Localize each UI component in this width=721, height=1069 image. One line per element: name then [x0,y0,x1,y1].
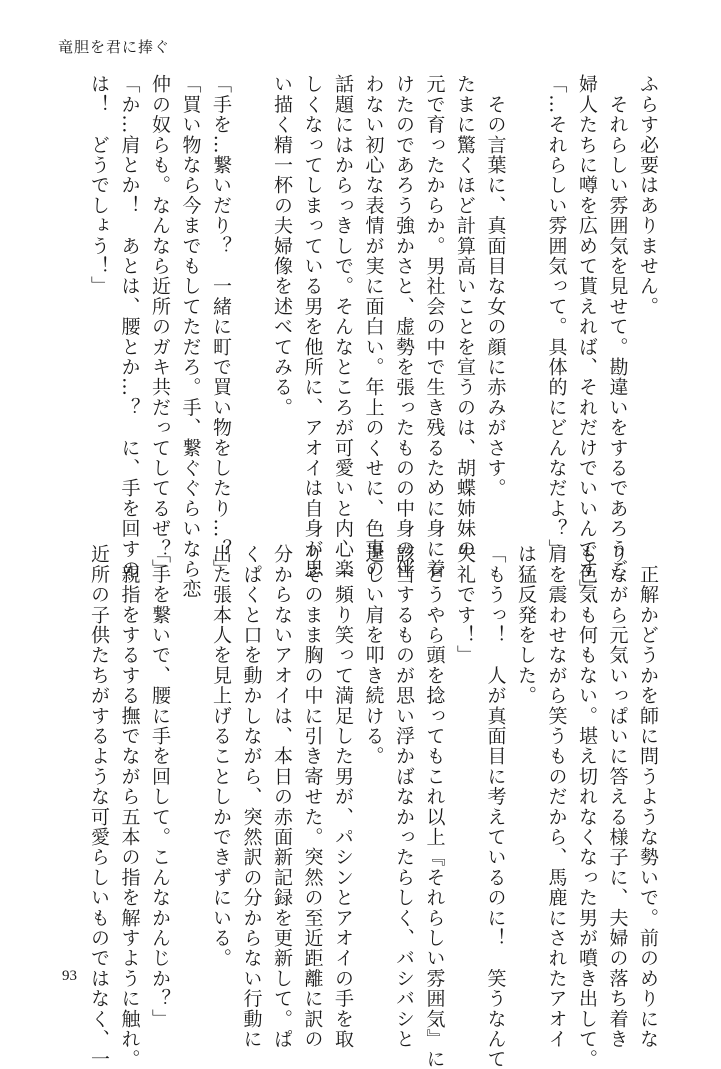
text-block-bottom [84,544,664,1069]
text-line: けたのであろう強かさと、虚勢を張ったものの中身の伴 [393,74,415,579]
text-line: は！ どうでしょう！」 [88,74,110,297]
text-line: い描く精一杯の夫婦像を述べてみる。 [271,74,293,418]
text-line [511,74,542,514]
text-line: 「手を…繋いだり？ 一緒に町で買い物をしたり…？」 [210,74,232,580]
text-line: 「買い物なら今までもしてただろ。手、繋ぐぐらいなら恋 [179,74,202,600]
page-number: 93 [62,968,77,984]
text-line: それらしい雰囲気を見せて。勘違いをするであろうご [606,74,629,579]
text-line [236,74,267,514]
text-line: りながら元気いっぱいに答える様子に、夫婦の落ち着き [606,544,629,1049]
text-line: 該当するものが思い浮かばなかったらしく、バシバシと [393,544,415,1049]
text-line: 「か…肩とか！ あとは、腰とか…？ に、手を回すの [118,74,141,579]
text-line: 正解かどうかを師に問うような勢いで。前のめりにな [637,544,659,1049]
text-line: 「手を繋いで、腰に手を回して。こんなかんじか？」 [149,544,171,1029]
running-title: 竜胆を君に捧ぐ [58,38,171,56]
text-line: 逞しい肩を叩き続ける。 [362,544,385,767]
text-line: 話題にはからっきしで。そんなところが可愛いと内心楽 [332,74,354,579]
text-line: りそのまま胸の中に引き寄せた。突然の至近距離に訳の [301,544,324,1049]
text-line: 肩を震わせながら笑うものだから、馬鹿にされたアオイ [545,544,568,1049]
text-block-top [84,74,664,600]
text-line: 「もうっ！ 人が真面目に考えているのに！ 笑うなんて [484,544,507,1069]
text-line: 元で育ったからか。男社会の中で生き残るために身に着 [423,74,446,580]
text-line: しくなってしまっている男を他所に、アオイは自身が思 [301,74,324,579]
text-line: わない初心な表情が実に面白い。年上のくせに、色事の [362,74,385,579]
text-line: くぱくと口を動かしながら、突然訳の分からない行動に [240,544,263,1049]
text-line: は猛反発をした。 [515,544,537,706]
text-line: 分からないアオイは、本日の赤面新記録を更新して。ぱ [271,544,293,1049]
text-line: 出た張本人を見上げることしかできずにいる。 [210,544,232,969]
text-line: ふらす必要はありません。 [637,74,659,317]
text-line: も色気も何もない。堪え切れなくなった男が噴き出して。 [576,544,598,1069]
text-line: 婦人たちに噂を広めて貰えれば、それだけでいいんです」 [576,74,598,600]
text-line: たまに驚くほど計算高いことを宣うのは、胡蝶姉妹の [454,74,476,559]
text-line: 近所の子供たちがするような可愛らしいものではなく、一 [88,544,110,1069]
text-line: 一頻り笑って満足した男が、パシンとアオイの手を取 [332,544,354,1049]
text-line [175,544,206,944]
text-line: 「…それらしい雰囲気って。具体的にどんなだよ？」 [545,74,568,559]
text-line: どうやら頭を捻ってもこれ以上『それらしい雰囲気』に [423,544,446,1069]
text-line: その言葉に、真面目な女の顔に赤みがさす。 [484,74,507,499]
text-line: 親指をするする撫でながら五本の指を解すように触れ。 [118,544,141,1069]
text-line: 失礼です！」 [454,544,476,666]
text-line: 仲の奴らも。なんなら近所のガキ共だってしてるぜ？」 [149,74,171,579]
